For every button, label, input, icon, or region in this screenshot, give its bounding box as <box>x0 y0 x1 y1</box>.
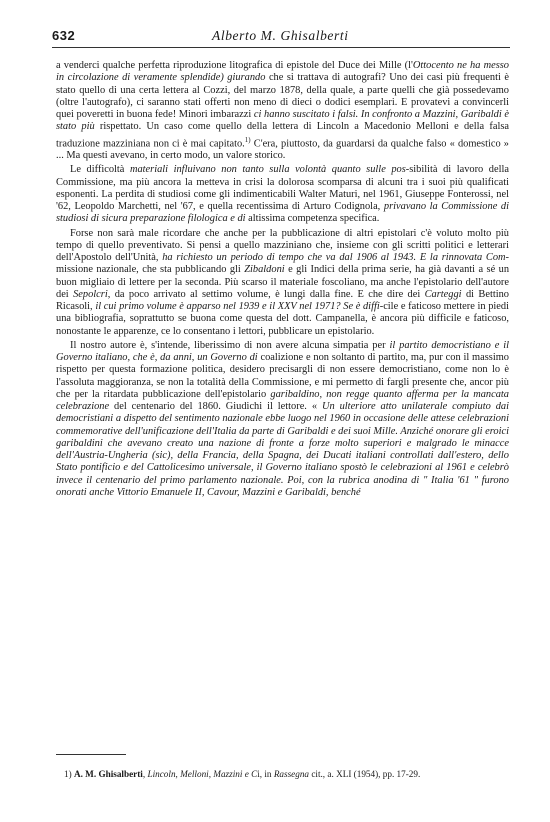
text-segment: Zibaldoni <box>244 264 285 276</box>
text-segment: del centenario del 1860. Giudichi il lettore. « <box>109 401 322 413</box>
text-segment: Sepolcri <box>73 288 108 300</box>
text-segment: A. M. <box>73 769 99 779</box>
text-segment: Un ulteriore atto unilaterale compiuto dai democristiani a dispetto del sentimento nazionale ebbe luogo nel 1960 in occasione delle attese celebrazioni commemorative dell'unificazione dell'Italia da parte di Garibaldi e dei suoi Mille. Anziché onorare gli eroici garibaldini che avevano creato una nazione di fronte a forze molto superiori e malgrado le minacce dell'Austria-Ungheria (sic), della Francia, della Spagna, dei Ducati italiani controllati dall'estero, dello Stato pontificio e del Cattolicesimo universale, il Governo italiano spostò le celebrazioni al 1961 e celebrò invece il centenario del primo parlamento nazionale. Poi, con la rubrica anodina di " Italia '61 " furono onorati anche Vittorio Emanuele II, Cavour, Mazzini e Garibaldi, benché <box>56 401 509 498</box>
text-segment: altissima competenza specifica. <box>245 213 380 225</box>
text-segment: i <box>257 769 260 779</box>
text-segment: missione nazionale, che sta pubblicando gli <box>56 264 245 276</box>
header-rule <box>52 47 510 48</box>
text-segment: Rassegna <box>273 769 310 779</box>
text-segment: Ottocento ne ha messo in circolazione di veramente splendide) giurando <box>56 60 510 84</box>
page-number: 632 <box>52 28 76 43</box>
text-segment: il cui primo volume è apparso nel 1939 e il XXV nel 1971? Se è diffi- <box>95 301 384 313</box>
text-segment: , in <box>259 769 274 779</box>
text-segment: , <box>142 769 148 779</box>
paragraph <box>56 340 509 499</box>
footnote-paragraph <box>56 768 509 781</box>
text-segment: il partito democristiano e il Governo italiano, che è, da anni, un Governo di <box>56 339 509 364</box>
text-segment: Carteggi <box>424 288 462 300</box>
text-segment: Forse non sarà male ricordare che anche per la pubblicazione di altri epistolari c'è voluto molto più tempo di quello preventivato. Si pensi a quello mazziniano che, insieme con gli scritti politici e letterari dell'Apostolo dell'Unità, <box>56 227 509 264</box>
text-segment: Le difficoltà <box>70 164 130 176</box>
text-segment: Lincoln, Melloni, Mazzini e C <box>147 769 258 779</box>
text-segment: garibaldino, non regge quanto afferma per la mancata celebrazione <box>56 388 509 413</box>
text-segment: di Bettino Ricasoli, <box>56 288 510 313</box>
body-text <box>56 60 509 499</box>
text-segment: , da poco arrivato al settimo volume, è lungi dalla fine. E che dire dei <box>107 288 425 300</box>
text-segment: Ghisalberti <box>98 769 143 779</box>
text-segment: coalizione e non soltanto di partito, ma, pur con il massimo rispetto per questa formazione politica, desidero precisargli di non essere democristiano, come non lo è l'assoluta maggioranza, se non la totalità della Commissione, e mi permetto di fargli presente che, ancor più che per la ritardata pubblicazione dell'epistolario <box>56 352 509 400</box>
paragraph <box>56 60 509 162</box>
text-segment: C'era, piuttosto, da guardarsi da qualche falso « domestico » ... Ma questi avevano, in certo modo, un valore storico. <box>56 137 509 162</box>
text-segment: ci hanno suscitato i falsi. In confronto a Mazzini, Garibaldi è stato più <box>56 109 509 133</box>
footnote-reference: 1) <box>244 135 251 144</box>
text-segment: materiali influivano non tanto sulla volontà quanto sulle pos- <box>129 164 410 176</box>
text-segment: sibilità di lavoro della Commissione, ma più ancora la metteva in crisi la dolorosa scomparsa di alcuni tra i suoi più qualificati esponenti. La perdita di studiosi come gli indimenticabili Walter Maturi, nel 1961, Giuseppe Fonterossi, nel '62, Leopoldo Marchetti, nel '67, e quella recentissima di Arturo Codignola, <box>56 164 509 213</box>
page-header <box>52 28 510 46</box>
text-segment: ha richiesto un periodo di tempo che va dal 1906 al 1943. E la rinnovata Com- <box>162 252 509 264</box>
text-segment: a venderci qualche perfetta riproduzione litografica di epistole del Duce dei Mille (l' <box>56 60 413 71</box>
paragraph <box>56 164 509 225</box>
text-segment: Il nostro autore è, s'intende, liberissimo di non avere alcuna simpatia per <box>70 339 390 351</box>
text-segment: privavano la Commissione di studiosi di sicura preparazione filologica e di <box>56 201 509 225</box>
text-segment: che si trattava di autografi? Uno dei casi più frequenti è stato quello di una certa lettera al Cozzi, del marzo 1878, della quale, a parte quelli che già possedevamo (oltre l'autografo), ci saranno stati offerti non meno di dieci o dodici esemplari. E provatevi a convincerli quei poveretti in buona fede! Minori imbarazzi <box>56 72 509 120</box>
text-segment: cit., a. XLI (1954), pp. 17-29. <box>309 769 421 779</box>
running-head: Alberto M. Ghisalberti <box>212 28 349 43</box>
footnote <box>56 768 509 781</box>
text-segment: e gli Indici della prima serie, ha già davanti a sé un buon migliaio di lettere per la seconda. Più scarso il materiale foscoliano, ma anche l'epistolario dell'autore dei <box>56 264 510 300</box>
text-segment: rispettato. Un caso come quello della lettera di Lincoln a Macedonio Melloni e della falsa traduzione mazziniana non ci è mai capitato. <box>56 121 509 149</box>
text-segment: cile e faticoso mettere in piedi una bibliografia, soprattutto se buona come questa del dott. Campanella, è ancora più difficile e faticoso, nonostante le apparenze, ce lo consentano i lettori, pubblicare un epistolario. <box>56 301 509 337</box>
footnote-marker: 1) <box>64 769 72 779</box>
paragraph <box>56 228 509 338</box>
footnote-rule <box>56 754 126 755</box>
